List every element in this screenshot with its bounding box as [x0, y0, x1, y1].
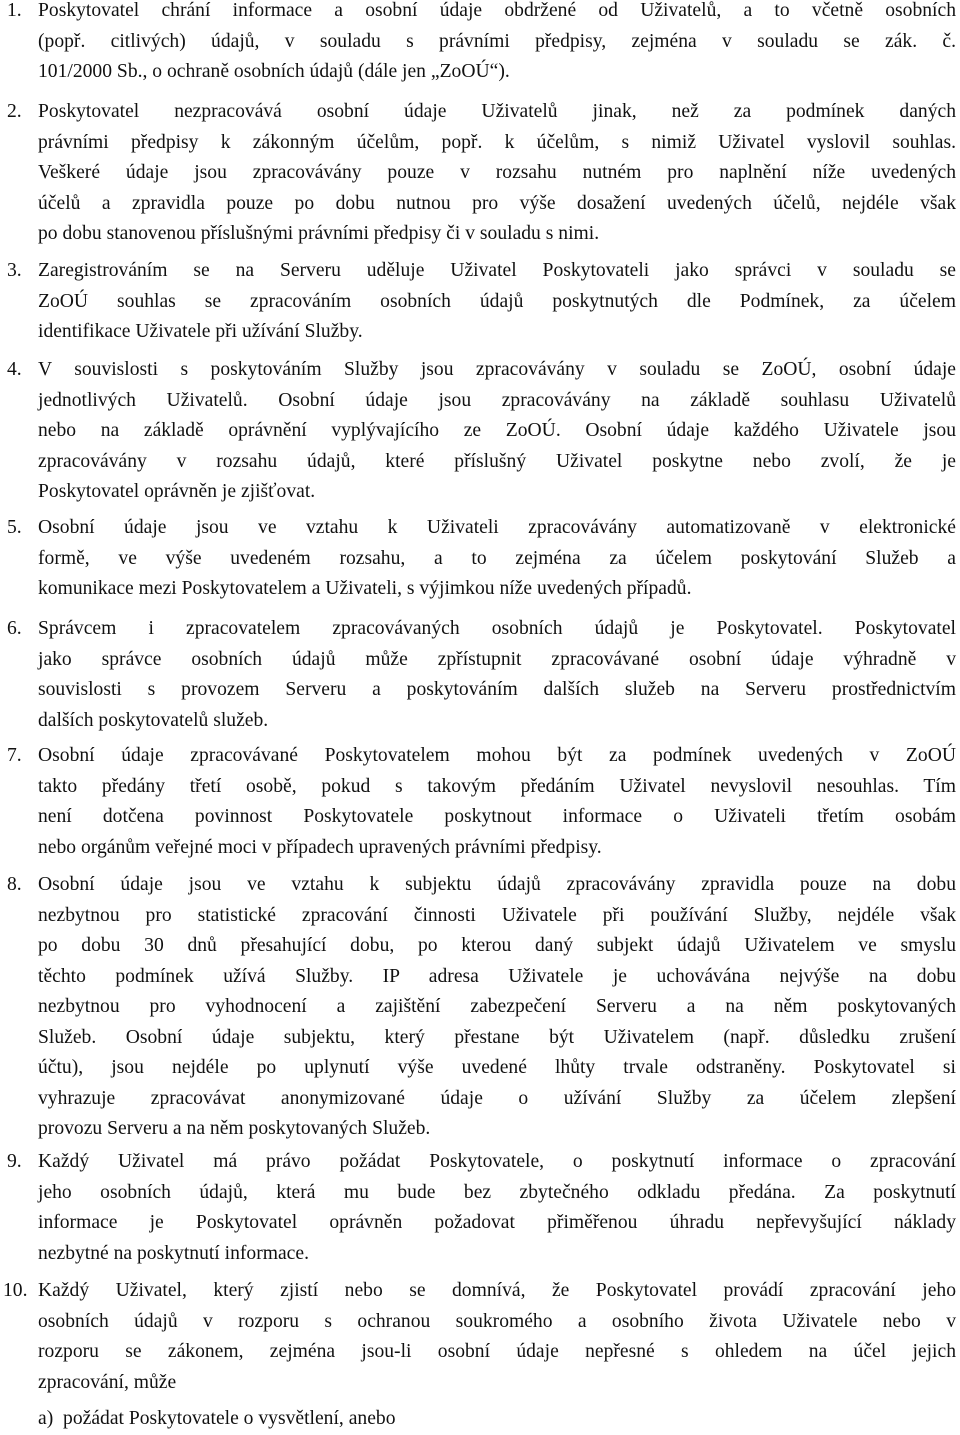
text-line: informace je Poskytovatel oprávněn požadovat přiměřenou úhradu nepřevyšující náklady [38, 1212, 956, 1233]
list-item-number: 7. [7, 745, 22, 766]
list-item-number: 2. [7, 101, 22, 122]
sub-list-item-a [38, 1404, 396, 1435]
text-line: 101/2000 Sb., o ochraně osobních údajů (dále jen „ZoOÚ“). [38, 61, 510, 82]
list-item-number: 9. [7, 1151, 22, 1172]
text-line: identifikace Uživatele při užívání Služby. [38, 321, 363, 342]
text-line: Poskytovatel oprávněn je zjišťovat. [38, 481, 316, 502]
text-line: účelů a zpravidla pouze po dobu nutnou pro výše dosažení uvedených účelů, nejdéle však [38, 192, 956, 214]
text-line: zpracovávány v rozsahu údajů, které příslušný Uživatel poskytne nebo zvolí, že je [38, 450, 956, 472]
list-item-2 [0, 97, 960, 250]
text-line: nezbytnou pro statistické zpracování činnosti Uživatele při používání Služby, nejdéle však [38, 904, 956, 926]
text-line: není dotčena povinnost Poskytovatele poskytnout informace o Uživateli třetím osobám [38, 806, 956, 827]
list-item-6 [0, 614, 960, 736]
text-line: jako správce osobních údajů může zpřístupnit zpracovávané osobní údaje výhradně v [38, 648, 956, 670]
text-line: Osobní údaje jsou ve vztahu k subjektu údajů zpracovávány zpravidla pouze na dobu [38, 874, 956, 895]
text-line: po dobu 30 dnů přesahující dobu, po kterou daný subjekt údajů Uživatelem ve smyslu [38, 935, 956, 956]
list-item-7 [0, 741, 960, 863]
list-item-text [38, 614, 956, 736]
text-line: Správcem i zpracovatelem zpracovávaných osobních údajů je Poskytovatel. Poskytovatel [38, 618, 956, 639]
list-item-number: 10. [3, 1280, 28, 1301]
text-line: provozu Serveru a na něm poskytovaných Služeb. [38, 1118, 431, 1139]
list-item-number: 6. [7, 618, 22, 639]
text-line: vyhrazuje zpracovávat anonymizované údaje o užívání Služby za účelem zlepšení [38, 1087, 956, 1109]
text-line: Každý Uživatel, který zjistí nebo se domnívá, že Poskytovatel provádí zpracování jeho [38, 1280, 956, 1301]
sub-list-item-label: a) [38, 1408, 54, 1429]
sub-list-item-text: požádat Poskytovatele o vysvětlení, anebo [63, 1408, 396, 1429]
list-item-3 [0, 256, 960, 348]
text-line: Poskytovatel chrání informace a osobní údaje obdržené od Uživatelů, a to včetně osobních [38, 0, 956, 21]
text-line: formě, ve výše uvedeném rozsahu, a to zejména za účelem poskytování Služeb a [38, 547, 956, 569]
list-item-4 [0, 355, 960, 508]
text-line: nezbytné na poskytnutí informace. [38, 1242, 309, 1264]
list-item-10 [0, 1276, 960, 1398]
text-line: Poskytovatel nezpracovává osobní údaje Uživatelů jinak, než za podmínek daných [38, 101, 956, 122]
text-line: (popř. citlivých) údajů, v souladu s právními předpisy, zejména v souladu se zák. č. [38, 30, 956, 52]
list-item-8 [0, 870, 960, 1145]
text-line: takto předány třetí osobě, pokud s takovým předáním Uživatel nevyslovil nesouhlas. Tím [38, 775, 956, 797]
list-item-text [38, 0, 956, 88]
text-line: Osobní údaje jsou ve vztahu k Uživateli zpracovávány automatizovaně v elektronické [38, 517, 956, 538]
list-item-1 [0, 0, 960, 88]
text-line: Osobní údaje zpracovávané Poskytovatelem mohou být za podmínek uvedených v ZoOÚ [38, 745, 956, 766]
list-item-number: 4. [7, 359, 22, 380]
text-line: účtu), jsou nejdéle po uplynutí výše uvedené lhůty trvale odstraněny. Poskytovatel si [38, 1057, 956, 1078]
list-item-9 [0, 1147, 960, 1269]
list-item-text [38, 256, 956, 348]
text-line: komunikace mezi Poskytovatelem a Uživateli, s výjimkou níže uvedených případů. [38, 578, 692, 599]
text-line: ZoOÚ souhlas se zpracováním osobních údajů poskytnutých dle Podmínek, za účelem [38, 290, 956, 312]
list-item-text [38, 97, 956, 250]
list-item-number: 1. [7, 0, 22, 21]
text-line: po dobu stanovenou příslušnými právními předpisy či v souladu s nimi. [38, 223, 600, 244]
text-line: Každý Uživatel má právo požádat Poskytovatele, o poskytnutí informace o zpracování [38, 1151, 956, 1172]
text-line: nebo na základě oprávnění vyplývajícího ze ZoOÚ. Osobní údaje každého Uživatele jsou [38, 420, 956, 441]
list-item-text [38, 355, 956, 508]
list-item-number: 3. [7, 260, 22, 281]
list-item-number: 5. [7, 517, 22, 538]
text-line: jednotlivých Uživatelů. Osobní údaje jsou zpracovávány na základě souhlasu Uživatelů [38, 389, 956, 411]
list-item-text [38, 1276, 956, 1398]
list-item-text [38, 870, 956, 1145]
text-line: jeho osobních údajů, která mu bude bez zbytečného odkladu předána. Za poskytnutí [38, 1181, 956, 1203]
text-line: osobních údajů v rozporu s ochranou soukromého a osobního života Uživatele nebo v [38, 1310, 956, 1332]
text-line: Služeb. Osobní údaje subjektu, který přestane být Uživatelem (např. důsledku zrušení [38, 1026, 956, 1048]
text-line: rozporu se zákonem, zejména jsou-li osobní údaje nepřesné s ohledem na účel jejich [38, 1341, 956, 1362]
text-line: nebo orgánům veřejné moci v případech upravených právními předpisy. [38, 836, 602, 858]
text-line: Veškeré údaje jsou zpracovávány pouze v rozsahu nutném pro naplnění níže uvedených [38, 162, 956, 183]
list-item-text [38, 513, 956, 605]
text-line: právními předpisy k zákonným účelům, popř. k účelům, s nimiž Uživatel vyslovil souhlas. [38, 131, 956, 153]
list-item-number: 8. [7, 874, 22, 895]
text-line: nezbytnou pro vyhodnocení a zajištění zabezpečení Serveru a na něm poskytovaných [38, 996, 956, 1017]
list-item-text [38, 1147, 956, 1269]
text-line: těchto podmínek užívá Služby. IP adresa Uživatele je uchovávána nejvýše na dobu [38, 965, 956, 987]
text-line: souvislosti s provozem Serveru a poskytováním dalších služeb na Serveru prostřednictvím [38, 679, 956, 700]
text-line: Zaregistrováním se na Serveru uděluje Uživatel Poskytovateli jako správci v souladu se [38, 260, 956, 281]
text-line: dalších poskytovatelů služeb. [38, 709, 269, 731]
text-line: zpracování, může [38, 1371, 177, 1393]
text-line: V souvislosti s poskytováním Služby jsou zpracovávány v souladu se ZoOÚ, osobní údaje [38, 359, 956, 380]
list-item-text [38, 741, 956, 863]
list-item-5 [0, 513, 960, 605]
